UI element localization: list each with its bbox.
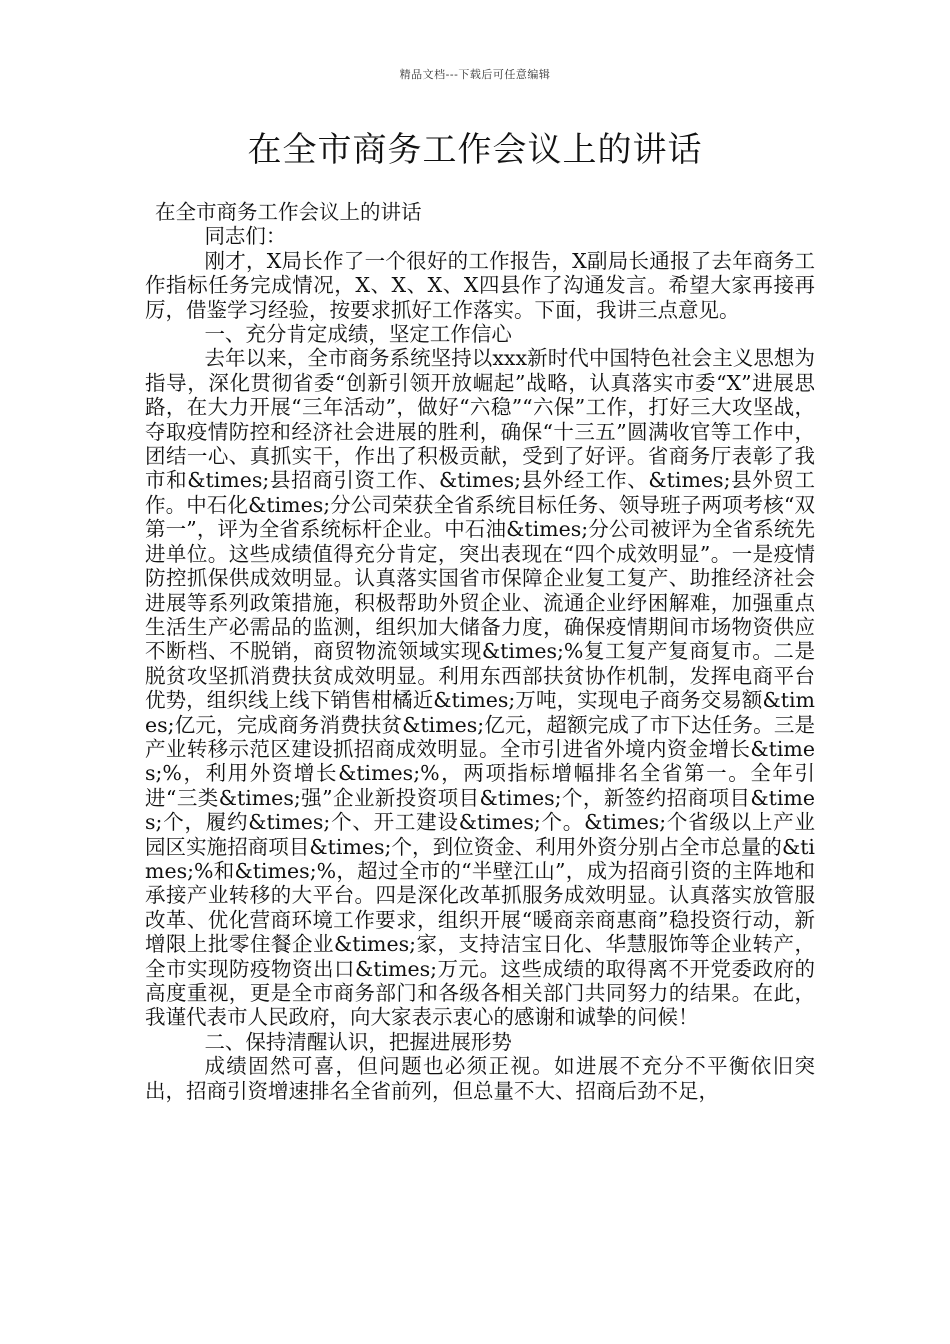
salutation: 同志们： (204, 224, 287, 249)
header-note: 精品文档---下载后可任意编辑 (399, 68, 551, 81)
document-title: 在全市商务工作会议上的讲话 (247, 130, 703, 170)
section-heading-2: 二、保持清醒认识，把握进展形势 (204, 1029, 512, 1054)
section-heading-1: 一、充分肯定成绩，坚定工作信心 (204, 322, 512, 347)
paragraph-achievements: 去年以来，全市商务系统坚持以xxx新时代中国特色社会主义思想为指导，深化贯彻省委“创新引领开放崛起”战略，认真落实市委“X”进展思路，在大力开展“三年活动”，做好“六稳”“六保”工作，打好三大攻坚战，夺取疫情防控和经济社会进展的胜利，确保“十三五”圆满收官等工作中，团结一心、真抓实干，作出了积极贡献，受到了好评。省商务厅表彰了我市和&times;县招商引资工作、&times;县外经工作、&times;县外贸工作。中石化&times;分公司荣获全省系统目标任务、领导班子两项考核“双第一”，评为全省系统标杆企业。中石油&times;分公司被评为全省系统先进单位。这些成绩值得充分肯定，突出表现在“四个成效明显”。一是疫情防控抓保供成效明显。认真落实国省市保障企业复工复产、助推经济社会进展等系列政策措施，积极帮助外贸企业、流通企业纾困解难，加强重点生活生产必需品的监测，组织加大储备力度，确保疫情期间市场物资供应不断档、不脱销，商贸物流领域实现&times;%复工复产复商复市。二是脱贫攻坚抓消费扶贫成效明显。利用东西部扶贫协作机制，发挥电商平台优势，组织线上线下销售柑橘近&times;万吨，实现电子商务交易额&times;亿元，完成商务消费扶贫&times;亿元，超额完成了市下达任务。三是产业转移示范区建设抓招商成效明显。全市引进省外境内资金增长&times;%，利用外资增长&times;%，两项指标增幅排名全省第一。全年引进“三类&times;强”企业新投资项目&times;个，新签约招商项目&times;个，履约&times;个、开工建设&times;个。&times;个省级以上产业园区实施招商项目&times;个，到位资金、利用外资分别占全市总量的&times;%和&times;%，超过全市的“半壁江山”，成为招商引资的主阵地和承接产业转移的大平台。四是深化改革抓服务成效明显。认真落实放管服改革、优化营商环境工作要求，组织开展“暖商亲商惠商”稳投资行动，新增限上批零住餐企业&times;家，支持洁宝日化、华慧服饰等企业转产，全市实现防疫物资出口&times;万元。这些成绩的取得离不开党委政府的高度重视，更是全市商务部门和各级各相关部门共同努力的结果。在此，我谨代表市人民政府，向大家表示衷心的感谢和诚挚的问候！ (145, 346, 815, 1030)
paragraph-issues: 成绩固然可喜，但问题也必须正视。如进展不充分不平衡依旧突出，招商引资增速排名全省前列，但总量不大、招商后劲不足， (145, 1054, 815, 1103)
body-subtitle: 在全市商务工作会议上的讲话 (155, 200, 422, 224)
paragraph-intro: 刚才，X局长作了一个很好的工作报告，X副局长通报了去年商务工作指标任务完成情况，X、X、X、X四县作了沟通发言。希望大家再接再厉，借鉴学习经验，按要求抓好工作落实。下面，我讲三点意见。 (145, 248, 815, 322)
document-body (145, 200, 815, 1103)
